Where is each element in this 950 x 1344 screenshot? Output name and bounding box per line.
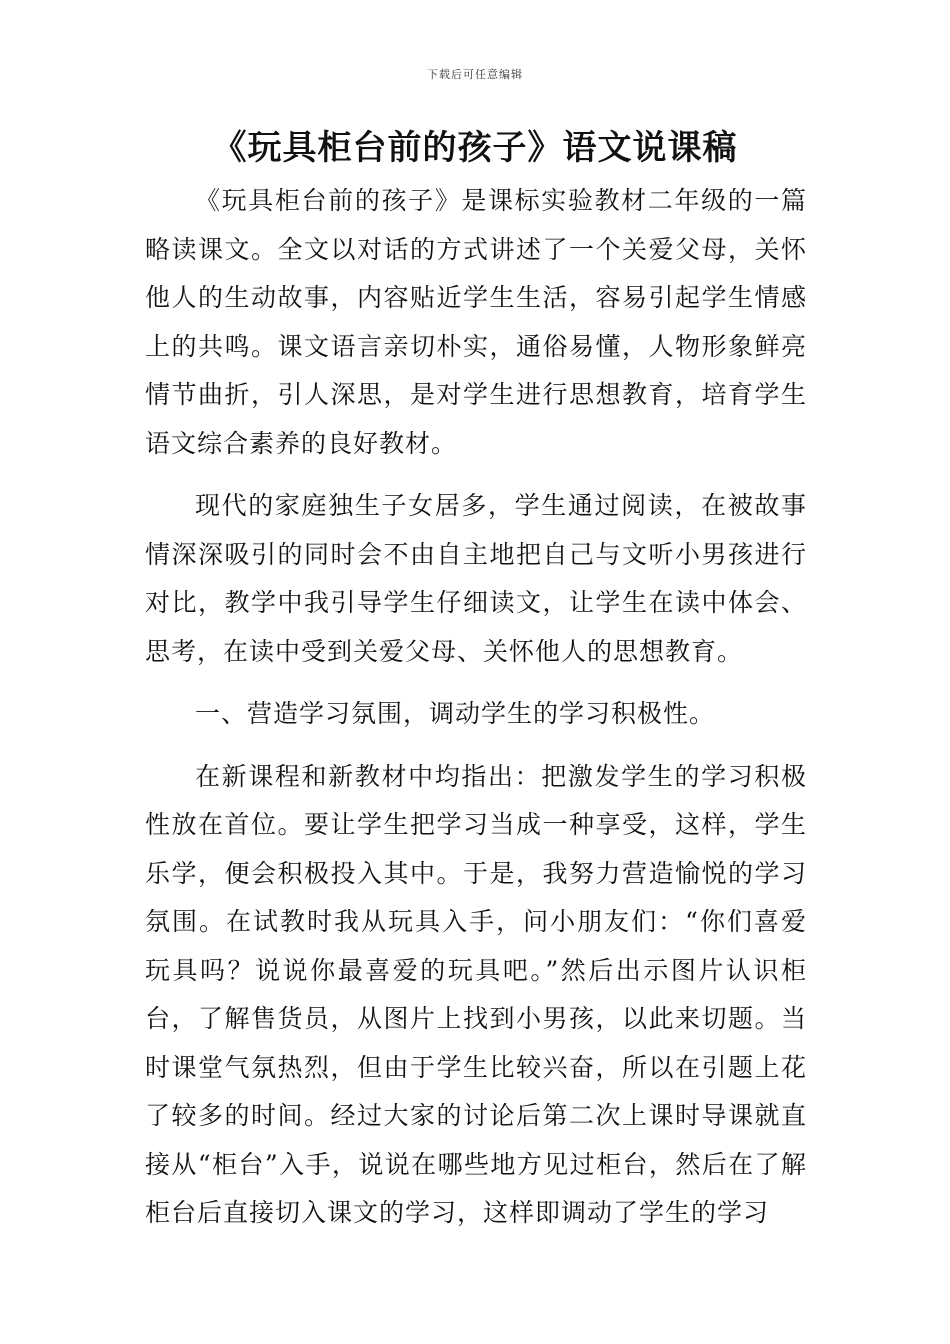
paragraph-gap bbox=[145, 468, 807, 482]
document-title: 《玩具柜台前的孩子》语文说课稿 bbox=[212, 128, 738, 168]
paragraph-gap bbox=[145, 676, 807, 690]
section-paragraph: 在新课程和新教材中均指出：把激发学生的学习积极性放在首位。要让学生把学习当成一种享受，这样，学生乐学，便会积极投入其中。于是，我努力营造愉悦的学习氛围。在试教时我从玩具入手，问小朋友们：“你们喜爱玩具吗？说说你最喜爱的玩具吧。”然后出示图片认识柜台，了解售货员，从图片上找到小男孩，以此来切题。当时课堂气氛热烈，但由于学生比较兴奋，所以在引题上花了较多的时间。经过大家的讨论后第二次上课时导课就直接从“柜台”入手，说说在哪些地方见过柜台，然后在了解柜台后直接切入课文的学习，这样即调动了学生的学习 bbox=[145, 761, 807, 1227]
document-body bbox=[145, 177, 807, 1238]
header-note: 下载后可任意编辑 bbox=[427, 68, 523, 81]
paragraph-context: 现代的家庭独生子女居多，学生通过阅读，在被故事情深深吸引的同时会不由自主地把自己与文听小男孩进行对比，教学中我引导学生仔细读文，让学生在读中体会、思考，在读中受到关爱父母、关怀他人的思想教育。 bbox=[145, 491, 807, 666]
paragraph-intro: 《玩具柜台前的孩子》是课标实验教材二年级的一篇略读课文。全文以对话的方式讲述了一个关爱父母，关怀他人的生动故事，内容贴近学生生活，容易引起学生情感上的共鸣。课文语言亲切朴实，通俗易懂，人物形象鲜亮情节曲折，引人深思，是对学生进行思想教育，培育学生语文综合素养的良好教材。 bbox=[145, 186, 807, 458]
section-heading: 一、营造学习氛围，调动学生的学习积极性。 bbox=[195, 699, 716, 728]
paragraph-gap bbox=[145, 739, 807, 753]
